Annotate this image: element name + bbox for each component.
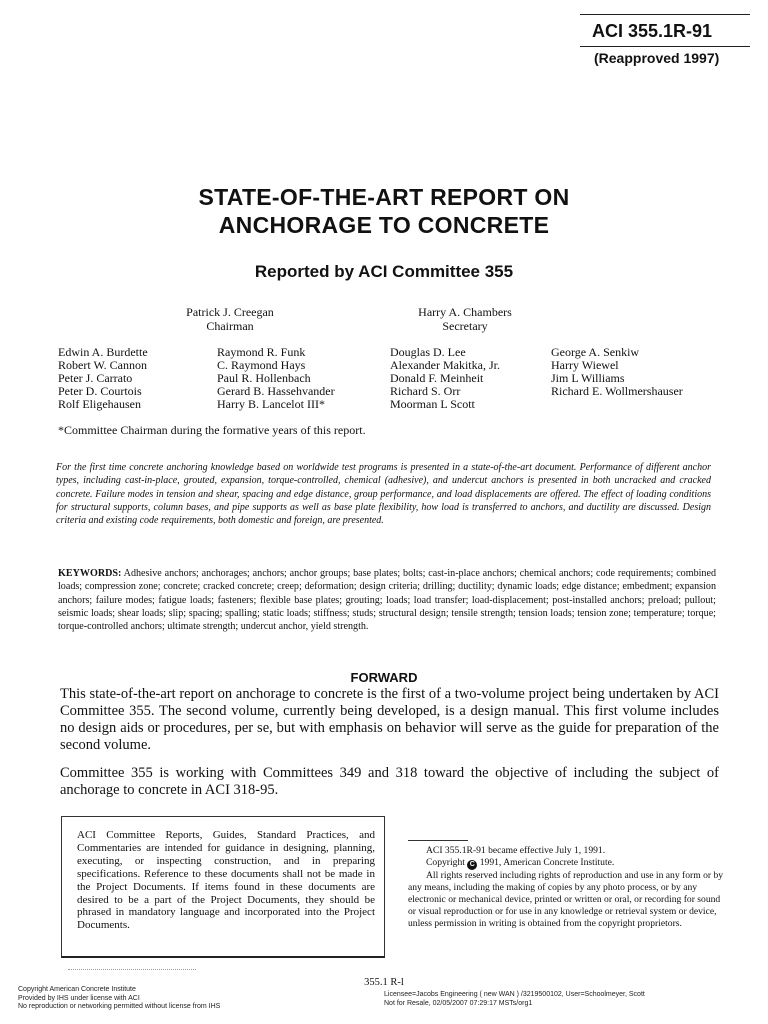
member-name: Richard S. Orr: [390, 384, 461, 398]
member-name: Richard E. Wollmershauser: [551, 384, 683, 398]
secretary-name: Harry A. Chambers: [418, 305, 512, 319]
footer-right: Licensee=Jacobs Engineering ( new WAN ) /3219500102, User=Schoolmeyer, Scott Not for Resale, 02/05/2007 07:29:17 MSTs/org1: [384, 991, 645, 1007]
member-name: Harry B. Lancelot III*: [217, 397, 325, 411]
abstract: For the first time concrete anchoring knowledge based on worldwide test programs is presented in a state-of-the-art document. Performance of different anchor types, including cast-in-place, grouted, expansion, torque-controlled, chemical (adhesive), and undercut anchors is presented in both uncracked and cracked concrete. Failure modes in tension and shear, spacing and edge distance, group performance, and load displacements are offered. The effect of loading conditions for structural supports, column bases, and pipe supports as well as base plate flexibility, how load is transferred to anchors, and ductility are discussed. Design criteria and existing code requirements, both domestic and foreign, are presented.: [56, 462, 711, 527]
member-name: Harry Wiewel: [551, 358, 619, 372]
forward-heading: FORWARD: [350, 670, 418, 685]
member-name: Donald F. Meinheit: [390, 371, 484, 385]
rights-reserved: All rights reserved including rights of reproduction and use in any form or by any means, including the making of copies by any photo process, or by any electronic or mechanical device, printed or written or oral, or recording for sound or visual reproduction or for use in any knowledge or retrieval system or device, unless permission in writing is obtained from the copyright proprietors.: [408, 870, 724, 929]
reported-by: Reported by ACI Committee 355: [254, 262, 514, 281]
chairman-footnote: *Committee Chairman during the formative years of this report.: [58, 423, 366, 437]
copyright-notice: [408, 845, 724, 930]
member-name: George A. Senkiw: [551, 345, 640, 359]
chairman-role: Chairman: [206, 319, 254, 333]
copyright-icon: C: [467, 860, 477, 870]
copyright-rule: [408, 840, 468, 841]
secretary-role: Secretary: [442, 319, 488, 333]
document-title: [0, 183, 768, 239]
member-name: Peter J. Carrato: [58, 371, 133, 385]
page-number: 355.1 R-l: [364, 977, 404, 988]
member-name: Moorman L Scott: [390, 397, 475, 411]
title-line-2: ANCHORAGE TO CONCRETE: [218, 212, 550, 238]
member-name: Douglas D. Lee: [390, 345, 466, 359]
keywords-text: Adhesive anchors; anchorages; anchors; anchor groups; base plates; bolts; cast-in-place anchors; chemical anchors; code requirements; combined loads; compression zone; concrete; cracked concrete; creep; deformation; design criteria; drilling; ductility; dynamic loads; edge distance; embedment; expansion anchors; failure modes; fatigue loads; fasteners; flexible base plates; grouting; loads; load transfer; load-displacement; post-installed anchors; preload; pullout; seismic loads; shear loads; slip; spacing; spalling; static loads; stiffness; studs; structural design; tensile strength; tension loads; tension zone; temperature; torque; torque-controlled anchors; ultimate strength; undercut anchor, yield strength.: [58, 568, 716, 633]
reapproved-note: (Reapproved 1997): [594, 50, 720, 66]
forward-paragraph-2: Committee 355 is working with Committees 349 and 318 toward the objective of including the subject of anchorage to concrete in ACI 318-95.: [60, 765, 719, 798]
document-number: ACI 355.1R-91: [592, 21, 713, 41]
copyright-line: Copyright C 1991, American Concrete Institute.: [426, 857, 615, 868]
committee-chairman: [160, 305, 300, 333]
scan-artifact-line: [68, 969, 196, 972]
notice-text: ACI Committee Reports, Guides, Standard Practices, and Commentaries are intended for guidance in designing, planning, executing, or inspecting construction, and in preparing specifications. Reference to these documents shall not be made in the Project Documents. If items found in these documents are desired to be a part of the Project Documents, they should be phrased in mandatory language and incorporated into the Project Documents.: [77, 829, 375, 932]
chairman-name: Patrick J. Creegan: [186, 305, 274, 319]
designation-block: [580, 14, 750, 66]
keywords: [58, 567, 716, 633]
member-name: C. Raymond Hays: [217, 358, 306, 372]
committee-secretary: [400, 305, 530, 333]
member-name: Robert W. Cannon: [58, 358, 147, 372]
member-name: Jim L Williams: [551, 371, 625, 385]
title-line-1: STATE-OF-THE-ART REPORT ON: [198, 184, 570, 210]
members-column-3: [390, 346, 500, 411]
member-name: Raymond R. Funk: [217, 345, 306, 359]
member-name: Alexander Makitka, Jr.: [390, 358, 500, 372]
forward-paragraph-1: This state-of-the-art report on anchorage to concrete is the first of a two-volume project being undertaken by ACI Committee 355. The second volume, currently being developed, is a design manual. This first volume includes no design aids or procedures, per se, but with emphasis on behavior will serve as the guide for preparation of the second volume.: [60, 686, 719, 753]
footer-left: Copyright American Concrete Institute Provided by IHS under license with ACI No reproduction or networking permitted without license from IHS: [18, 986, 221, 1010]
members-column-4: [551, 346, 683, 398]
member-name: Gerard B. Hassehvander: [217, 384, 335, 398]
effective-date: ACI 355.1R-91 became effective July 1, 1991.: [426, 845, 606, 856]
members-column-1: [58, 346, 148, 411]
member-name: Peter D. Courtois: [58, 384, 142, 398]
member-name: Paul R. Hollenbach: [217, 371, 311, 385]
member-name: Rolf Eligehausen: [58, 397, 141, 411]
member-name: Edwin A. Burdette: [58, 345, 148, 359]
keywords-label: KEYWORDS:: [58, 568, 122, 579]
members-column-2: [217, 346, 335, 411]
